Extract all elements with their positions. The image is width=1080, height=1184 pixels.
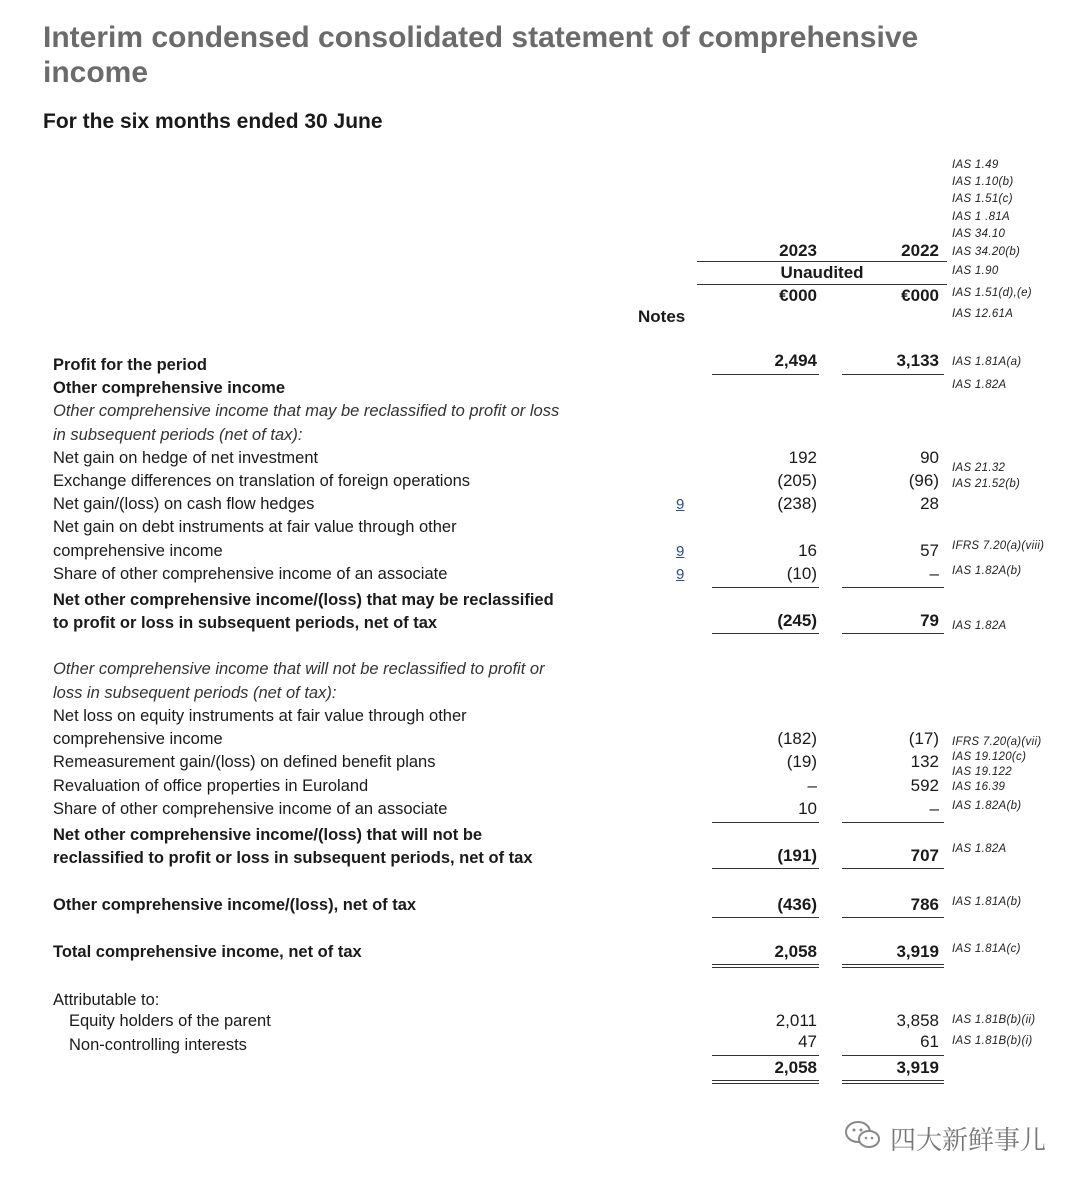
divider (842, 1055, 944, 1056)
header-ref: IAS 34.20(b) (952, 246, 1021, 258)
unit-2022: €000 (901, 286, 939, 305)
net-reclass-label: to profit or loss in subsequent periods, net of tax (53, 614, 438, 632)
divider (697, 284, 947, 285)
debt-2022: 57 (920, 541, 939, 560)
divider (842, 374, 944, 375)
watermark (844, 1120, 1046, 1157)
reval-2023: – (807, 776, 817, 795)
fx-2022: (96) (908, 471, 939, 490)
profit-2022: 3,133 (896, 351, 939, 370)
header-ref: IAS 34.10 (952, 228, 1006, 240)
note-link[interactable]: 9 (676, 566, 685, 583)
remeas-2023: (19) (786, 752, 817, 771)
net-reclass-label: Net other comprehensive income/(loss) that may be reclassified (53, 591, 554, 609)
wechat-icon (844, 1120, 882, 1157)
net-not-label: reclassified to profit or loss in subsequent periods, net of tax (53, 849, 533, 867)
divider (842, 917, 944, 918)
ref: IAS 21.52(b) (952, 478, 1021, 490)
ref: IAS 1.82A (952, 620, 1007, 632)
divider (712, 1080, 819, 1081)
cfh-label: Net gain/(loss) on cash flow hedges (53, 495, 315, 513)
total-2022: 3,919 (896, 1058, 939, 1077)
ref: IAS 19.122 (952, 766, 1012, 778)
divider (712, 964, 819, 965)
divider (712, 917, 819, 918)
attrib-label: Attributable to: (53, 991, 160, 1009)
divider (712, 967, 819, 968)
page-title: Interim condensed consolidated statement of comprehensive income (43, 21, 919, 89)
parent-2022: 3,858 (896, 1011, 939, 1030)
header-ref: IAS 1.90 (952, 265, 999, 277)
oci-label: Other comprehensive income (53, 379, 285, 397)
header-ref: IAS 1.10(b) (952, 176, 1014, 188)
unaudited-label: Unaudited (780, 263, 864, 282)
equity-label: comprehensive income (53, 730, 223, 748)
hedge-label: Net gain on hedge of net investment (53, 449, 319, 467)
divider (842, 1080, 944, 1081)
oci-total-label: Other comprehensive income/(loss), net of tax (53, 896, 417, 914)
divider (842, 1083, 944, 1084)
reval-label: Revaluation of office properties in Euroland (53, 777, 369, 795)
divider (842, 587, 944, 588)
divider (842, 964, 944, 965)
ref: IAS 1.81B(b)(i) (952, 1035, 1033, 1047)
divider (697, 261, 947, 262)
ref: IAS 1.81A(b) (952, 896, 1022, 908)
assoc-label: Share of other comprehensive income of an associate (53, 800, 448, 818)
equity-label: Net loss on equity instruments at fair value through other (53, 707, 467, 725)
ref: IAS 1.82A (952, 843, 1007, 855)
section-caption: Other comprehensive income that may be reclassified to profit or loss (53, 402, 560, 420)
section-caption: loss in subsequent periods (net of tax): (53, 684, 337, 702)
page-subtitle: For the six months ended 30 June (43, 110, 383, 133)
fx-label: Exchange differences on translation of foreign operations (53, 472, 471, 490)
net-not-2022: 707 (910, 846, 939, 865)
section-caption: in subsequent periods (net of tax): (53, 426, 303, 444)
note-link[interactable]: 9 (676, 496, 685, 513)
oci-total-2023: (436) (777, 895, 817, 914)
oci-total-2022: 786 (910, 895, 939, 914)
hedge-2023: 192 (788, 448, 817, 467)
divider (712, 633, 819, 634)
parent-2023: 2,011 (775, 1011, 817, 1030)
divider (712, 374, 819, 375)
column-header-2022: 2022 (901, 241, 939, 260)
net-not-label: Net other comprehensive income/(loss) that will not be (53, 826, 483, 844)
ref: IAS 1.81A(a) (952, 356, 1022, 368)
hedge-2022: 90 (920, 448, 939, 467)
parent-label: Equity holders of the parent (69, 1012, 271, 1030)
divider (842, 868, 944, 869)
divider (842, 967, 944, 968)
tci-label: Total comprehensive income, net of tax (53, 943, 362, 961)
ref: IAS 1.81A(c) (952, 943, 1021, 955)
nci-label: Non-controlling interests (69, 1036, 247, 1054)
header-ref: IAS 1.51(c) (952, 193, 1013, 205)
cfh-2023: (238) (777, 494, 817, 513)
fx-2023: (205) (777, 471, 817, 490)
divider (842, 822, 944, 823)
debt-label: Net gain on debt instruments at fair value through other (53, 518, 457, 536)
assoc-label: Share of other comprehensive income of an associate (53, 565, 448, 583)
tci-2022: 3,919 (896, 942, 939, 961)
total-2023: 2,058 (774, 1058, 817, 1077)
profit-2023: 2,494 (774, 351, 817, 370)
profit-label: Profit for the period (53, 356, 207, 374)
assoc-2023: 10 (798, 799, 817, 818)
column-header-2023: 2023 (779, 241, 817, 260)
net-reclass-2023: (245) (777, 611, 817, 630)
remeas-label: Remeasurement gain/(loss) on defined benefit plans (53, 753, 436, 771)
ref: IAS 1.82A (952, 379, 1007, 391)
ref: IFRS 7.20(a)(vii) (952, 736, 1042, 748)
note-link[interactable]: 9 (676, 543, 685, 560)
nci-2023: 47 (798, 1032, 817, 1051)
assoc-2022: – (929, 799, 939, 818)
cfh-2022: 28 (920, 494, 939, 513)
ref: IAS 16.39 (952, 781, 1006, 793)
ref: IFRS 7.20(a)(viii) (952, 540, 1045, 552)
notes-header: Notes (638, 307, 686, 326)
divider (712, 822, 819, 823)
ref: IAS 21.32 (952, 462, 1006, 474)
unit-2023: €000 (779, 286, 817, 305)
tci-2023: 2,058 (774, 942, 817, 961)
ref: IAS 19.120(c) (952, 751, 1027, 763)
divider (712, 868, 819, 869)
header-ref: IAS 1.51(d),(e) (952, 287, 1032, 299)
reval-2022: 592 (910, 776, 939, 795)
net-not-2023: (191) (777, 846, 817, 865)
divider (712, 1055, 819, 1056)
remeas-2022: 132 (910, 752, 939, 771)
header-ref: IAS 1.49 (952, 159, 999, 171)
ref: IAS 1.82A(b) (952, 800, 1022, 812)
header-ref: IAS 12.61A (952, 308, 1014, 320)
header-ref: IAS 1 .81A (952, 211, 1010, 223)
ref: IAS 1.82A(b) (952, 565, 1022, 577)
equity-2023: (182) (777, 729, 817, 748)
debt-2023: 16 (798, 541, 817, 560)
nci-2022: 61 (920, 1032, 939, 1051)
divider (842, 633, 944, 634)
debt-label: comprehensive income (53, 542, 223, 560)
net-reclass-2022: 79 (920, 611, 939, 630)
watermark-text: 四大新鲜事儿 (889, 1126, 1046, 1156)
equity-2022: (17) (908, 729, 939, 748)
section-caption: Other comprehensive income that will not be reclassified to profit or (53, 660, 545, 678)
divider (712, 587, 819, 588)
ref: IAS 1.81B(b)(ii) (952, 1014, 1036, 1026)
divider (712, 1083, 819, 1084)
assoc-2022: – (929, 564, 939, 583)
assoc-2023: (10) (786, 564, 817, 583)
